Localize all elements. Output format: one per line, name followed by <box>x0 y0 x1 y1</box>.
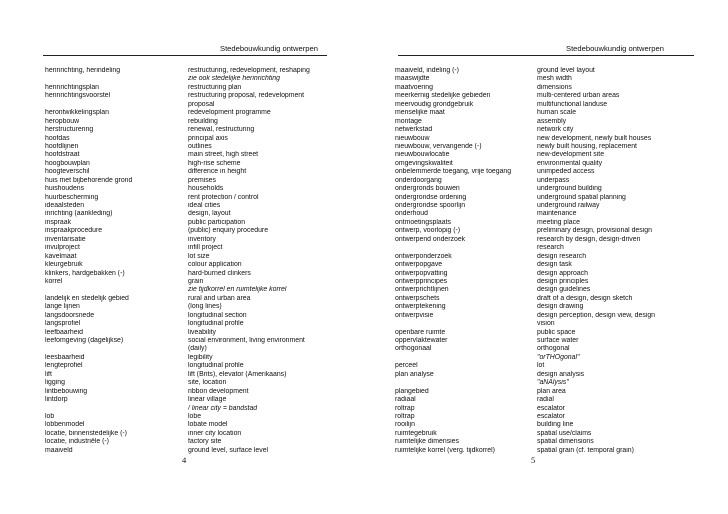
glossary-row <box>395 295 695 303</box>
english-term: (long lines) <box>188 303 222 311</box>
english-term: longitudinal profile <box>188 320 244 328</box>
dutch-term: ontwerpschets <box>395 294 440 302</box>
english-term: lot <box>537 362 545 370</box>
glossary-row <box>395 143 695 151</box>
english-term: ribbon development <box>188 387 249 395</box>
english-term: ideal cities <box>188 202 221 209</box>
glossary-row <box>395 421 695 429</box>
dutch-term: onbelemmerde toegang, vrije toegang <box>395 168 512 176</box>
english-term: linear village <box>188 396 227 404</box>
dutch-term: nieuwbouwlocatie <box>395 151 450 159</box>
glossary-row <box>45 168 335 176</box>
dutch-term: hoogbouwplan <box>45 159 90 167</box>
glossary-row <box>395 135 695 143</box>
english-term: premises <box>188 176 216 184</box>
glossary-row <box>45 185 335 193</box>
dutch-term: inspraak <box>45 218 72 226</box>
dutch-term: herinrichtingsvoorstel <box>45 92 111 100</box>
dutch-term <box>395 354 537 362</box>
dutch-term <box>45 345 188 353</box>
dutch-term: klinkers, hardgebakken (-) <box>45 269 125 277</box>
english-term: public participation <box>188 218 246 226</box>
dutch-term: radiaal <box>395 396 416 404</box>
english-term: principal axis <box>188 134 228 142</box>
dutch-term: ontwerptekening <box>395 303 446 311</box>
glossary-row <box>395 101 695 109</box>
english-term: dimensions <box>537 83 572 91</box>
english-term: spatial grain (cf. temporal grain) <box>537 446 634 454</box>
dutch-term: omgevingskwaliteit <box>395 159 453 167</box>
glossary-row <box>45 219 335 227</box>
english-term: legibility <box>188 353 213 361</box>
english-term: spatial dimensions <box>537 438 594 446</box>
english-term: plan area <box>537 387 566 395</box>
dutch-term: meervoudig grondgebruik <box>395 100 474 108</box>
glossary-row <box>395 379 695 387</box>
glossary-row <box>45 202 335 210</box>
english-term: "aNAlysis" <box>537 379 569 387</box>
glossary-row <box>395 210 695 218</box>
dutch-term: maaiveld <box>45 446 73 454</box>
dutch-term: roltrap <box>395 404 415 412</box>
glossary-row <box>45 379 335 387</box>
dutch-term <box>45 101 188 109</box>
english-term: research <box>537 244 564 252</box>
dutch-term: nieuwbouw, vervangende (-) <box>395 142 482 150</box>
glossary-row <box>395 413 695 421</box>
dutch-term: menselijke maat <box>395 109 445 117</box>
left-page-number: 4 <box>182 455 187 465</box>
glossary-row <box>45 329 335 337</box>
dutch-term <box>45 286 188 294</box>
dutch-term: ruimtegebruik <box>395 429 437 437</box>
glossary-row <box>395 286 695 294</box>
glossary-row <box>395 67 695 75</box>
glossary-row <box>45 126 335 134</box>
glossary-row <box>45 253 335 261</box>
glossary-row <box>395 312 695 320</box>
glossary-row <box>45 286 335 294</box>
english-term: restructuring plan <box>188 83 242 91</box>
english-term: social environment, living environment <box>188 337 305 344</box>
english-term: restructuring, redevelopment, reshaping <box>188 67 310 74</box>
dutch-term: hoofdlijnen <box>45 142 79 150</box>
english-term: design guidelines <box>537 286 591 294</box>
english-term: design drawing <box>537 303 584 311</box>
dutch-term: invulproject <box>45 244 80 252</box>
glossary-row <box>395 253 695 261</box>
dutch-term: herinrichting, herindeling <box>45 67 121 74</box>
glossary-row <box>395 236 695 244</box>
english-term: unimpeded access <box>537 168 595 176</box>
glossary-row <box>395 160 695 168</box>
right-glossary-list <box>395 67 695 455</box>
glossary-row <box>395 202 695 210</box>
glossary-row <box>45 194 335 202</box>
english-term: meeting place <box>537 218 580 226</box>
english-term: inventory <box>188 235 216 243</box>
english-term: spatial use/claims <box>537 429 592 437</box>
glossary-row <box>395 430 695 438</box>
english-term: rural and urban area <box>188 294 251 302</box>
english-term: maintenance <box>537 210 577 218</box>
glossary-row <box>395 354 695 362</box>
dutch-term: ontmoetingsplaats <box>395 218 451 226</box>
glossary-row <box>45 101 335 109</box>
dutch-term <box>45 405 188 413</box>
glossary-row <box>45 67 335 75</box>
glossary-row <box>45 421 335 429</box>
english-term: design perception, design view, design <box>537 311 655 319</box>
glossary-row <box>45 337 335 345</box>
english-term: design task <box>537 261 572 269</box>
glossary-row <box>395 405 695 413</box>
english-term: design approach <box>537 269 588 277</box>
english-term: households <box>188 185 224 193</box>
english-term: newly built housing, replacement <box>537 142 637 150</box>
glossary-row <box>45 405 335 413</box>
dutch-term: lift <box>45 370 52 378</box>
dutch-term: herinrichtingsplan <box>45 83 100 91</box>
left-glossary-list <box>45 67 335 455</box>
dutch-term: kleurgebruik <box>45 261 83 269</box>
left-page-header: Stedebouwkundig ontwerpen <box>220 44 318 53</box>
dutch-term: locatie, binnenstedelijke (-) <box>45 429 127 437</box>
dutch-term: openbare ruimte <box>395 328 446 336</box>
dutch-term: maaswijdte <box>395 75 430 83</box>
glossary-row <box>395 337 695 345</box>
dutch-term: lange lijnen <box>45 303 80 311</box>
dutch-term: ondergrondse ordening <box>395 193 467 201</box>
glossary-row <box>395 303 695 311</box>
right-header-rule <box>398 55 694 56</box>
english-term: new development, newly built houses <box>537 134 652 142</box>
glossary-row <box>45 227 335 235</box>
dutch-term: onderdoorgang <box>395 176 442 184</box>
english-term: high-rise scheme <box>188 159 241 167</box>
glossary-row <box>45 210 335 218</box>
dutch-term: lintbebouwing <box>45 387 88 395</box>
english-term: research by design, design-driven <box>537 235 641 243</box>
dutch-term: plan analyse <box>395 370 434 378</box>
english-term: human scale <box>537 109 577 117</box>
glossary-row <box>45 447 335 455</box>
english-term: escalator <box>537 404 565 412</box>
glossary-row <box>45 270 335 278</box>
dutch-term: rooilijn <box>395 421 415 429</box>
english-term: (public) enquiry procedure <box>188 227 269 235</box>
dutch-term: maaiveld, indeling (-) <box>395 67 459 74</box>
english-term: preliminary design, provisional design <box>537 227 652 235</box>
english-term: assembly <box>537 117 567 125</box>
english-term: orthogonal <box>537 345 570 353</box>
glossary-row <box>45 430 335 438</box>
english-term: underpass <box>537 176 570 184</box>
glossary-row <box>395 75 695 83</box>
glossary-row <box>45 261 335 269</box>
dutch-term: heropbouw <box>45 117 80 125</box>
glossary-row <box>395 126 695 134</box>
english-term: longitudinal profile <box>188 362 244 370</box>
glossary-row <box>395 194 695 202</box>
english-term: factory site <box>188 438 222 446</box>
dutch-term: nieuwbouw <box>395 134 430 142</box>
english-term: restructuring proposal, redevelopment <box>188 92 305 100</box>
glossary-row <box>395 329 695 337</box>
dutch-term: kavelmaat <box>45 252 77 260</box>
dutch-term: meerkernig stedelijke gebieden <box>395 92 491 100</box>
dutch-term: huis met bijbehorende grond <box>45 176 133 184</box>
right-page-header: Stedebouwkundig ontwerpen <box>566 44 664 53</box>
english-term: infill project <box>188 244 223 252</box>
dutch-term: huishoudens <box>45 185 85 193</box>
glossary-row <box>45 151 335 159</box>
glossary-row <box>395 388 695 396</box>
dutch-term: hoofdas <box>45 134 70 142</box>
english-term: lot size <box>188 252 210 260</box>
english-term: building line <box>537 421 574 429</box>
english-term: vision <box>537 320 555 328</box>
dutch-term: ontwerpprincipes <box>395 277 448 285</box>
english-term: difference in height <box>188 168 247 176</box>
glossary-row <box>395 92 695 100</box>
english-term: redevelopment programme <box>188 109 271 117</box>
english-term: zie tijdkorrel en ruimtelijke korrel <box>188 286 287 294</box>
dutch-term: ontwerpopgave <box>395 261 443 269</box>
right-page-number: 5 <box>531 455 536 465</box>
glossary-row <box>45 177 335 185</box>
english-term: longitudinal section <box>188 311 247 319</box>
dutch-term: hoogteverschil <box>45 168 90 176</box>
english-term: (daily) <box>188 345 207 353</box>
glossary-row <box>45 396 335 404</box>
left-header-rule <box>43 55 327 56</box>
glossary-row <box>395 438 695 446</box>
glossary-row <box>395 84 695 92</box>
dutch-term: roltrap <box>395 412 415 420</box>
dutch-term: maatvoering <box>395 83 433 91</box>
english-term: mesh width <box>537 75 572 83</box>
glossary-row <box>395 118 695 126</box>
glossary-row <box>45 320 335 328</box>
glossary-row <box>45 295 335 303</box>
glossary-row <box>395 177 695 185</box>
dutch-term: ontwerprichtlijnen <box>395 286 449 294</box>
glossary-row <box>45 92 335 100</box>
dutch-term: ontwerpvisie <box>395 311 434 319</box>
dutch-term: lintdorp <box>45 396 68 404</box>
english-term: ground level layout <box>537 67 595 74</box>
english-term: environmental quality <box>537 159 603 167</box>
english-term: ground level, surface level <box>188 446 269 454</box>
english-term: rebuilding <box>188 117 218 125</box>
english-term: radial <box>537 396 554 404</box>
english-term: underground building <box>537 185 602 193</box>
glossary-row <box>395 185 695 193</box>
dutch-term: hoofdstraat <box>45 151 80 159</box>
glossary-row <box>45 236 335 244</box>
english-term: hard-burned clinkers <box>188 269 251 277</box>
dutch-term: langsprofiel <box>45 320 81 328</box>
english-term: underground railway <box>537 202 600 209</box>
english-term: outlines <box>188 142 212 150</box>
glossary-row <box>45 84 335 92</box>
english-term: design principles <box>537 277 589 285</box>
glossary-row <box>45 244 335 252</box>
glossary-row <box>45 75 335 83</box>
dutch-term: korrel <box>45 277 63 285</box>
english-term: escalator <box>537 412 565 420</box>
dutch-term: plangebied <box>395 387 429 395</box>
glossary-row <box>395 219 695 227</box>
glossary-row <box>395 362 695 370</box>
english-term: zie ook stedelijke herinrichting <box>188 75 280 83</box>
dutch-term: onderhoud <box>395 210 428 218</box>
english-term: underground spatial planning <box>537 193 626 201</box>
glossary-row <box>395 278 695 286</box>
english-term: "orTHOgonal" <box>537 353 580 361</box>
dutch-term: huurbescherming <box>45 193 99 201</box>
english-term: lobe <box>188 412 202 420</box>
glossary-row <box>45 303 335 311</box>
dutch-term: ondergronds bouwen <box>395 185 460 193</box>
glossary-row <box>395 109 695 117</box>
english-term: surface water <box>537 337 579 344</box>
glossary-row <box>45 278 335 286</box>
dutch-term: inspraakprocedure <box>45 227 103 235</box>
english-term: colour application <box>188 261 242 269</box>
dutch-term: herontwikkelingsplan <box>45 109 109 117</box>
dutch-term: herstructurering <box>45 126 94 134</box>
english-term: network city <box>537 126 574 134</box>
dutch-term: inventarisatie <box>45 235 86 243</box>
glossary-row <box>45 388 335 396</box>
english-term: design research <box>537 252 587 260</box>
dutch-term: leesbaarheid <box>45 353 85 361</box>
english-term: / linear city = bandstad <box>188 404 258 412</box>
english-term: public space <box>537 328 576 336</box>
glossary-row <box>395 371 695 379</box>
glossary-row <box>395 168 695 176</box>
dutch-term: ligging <box>45 379 65 387</box>
glossary-row <box>395 244 695 252</box>
glossary-row <box>45 118 335 126</box>
glossary-row <box>395 396 695 404</box>
dutch-term: perceel <box>395 362 418 370</box>
dutch-term: leefomgeving (dagelijkse) <box>45 337 124 344</box>
english-term: grain <box>188 277 204 285</box>
english-term: draft of a design, design sketch <box>537 294 633 302</box>
dutch-term: lob <box>45 412 55 420</box>
glossary-row <box>45 160 335 168</box>
dutch-term <box>395 379 537 387</box>
dutch-term: langsdoorsnede <box>45 311 95 319</box>
glossary-row <box>395 320 695 328</box>
dutch-term: ruimtelijke korrel (verg. tijdkorrel) <box>395 446 495 454</box>
glossary-row <box>45 371 335 379</box>
glossary-row <box>395 270 695 278</box>
dutch-term: ontwerpopvatting <box>395 269 448 277</box>
glossary-row <box>395 447 695 455</box>
glossary-row <box>395 151 695 159</box>
english-term: multi-centered urban areas <box>537 92 620 100</box>
english-term: site, location <box>188 379 227 387</box>
dutch-term: ontwerp, voorlopig (-) <box>395 227 461 235</box>
english-term: proposal <box>188 100 215 108</box>
dutch-term: ontwerpend onderzoek <box>395 235 466 243</box>
dutch-term: ontwerponderzoek <box>395 252 452 260</box>
glossary-row <box>395 227 695 235</box>
dutch-term: leefbaarheid <box>45 328 83 336</box>
dutch-term: montage <box>395 117 422 125</box>
dutch-term: landelijk en stedelijk gebied <box>45 294 129 302</box>
dutch-term: oppervlaktewater <box>395 337 448 344</box>
glossary-row <box>45 438 335 446</box>
english-term: inner city location <box>188 429 242 437</box>
dutch-term <box>395 320 537 328</box>
glossary-row <box>45 354 335 362</box>
english-term: rent protection / control <box>188 193 259 201</box>
dutch-term: lengteprofiel <box>45 362 83 370</box>
glossary-row <box>45 109 335 117</box>
glossary-row <box>45 143 335 151</box>
dutch-term: ruimtelijke dimensies <box>395 438 459 446</box>
glossary-row <box>45 362 335 370</box>
dutch-term: ondergrondse spoorlijn <box>395 202 466 209</box>
glossary-row <box>395 345 695 353</box>
glossary-row <box>45 135 335 143</box>
right-page <box>364 0 728 514</box>
english-term: design, layout <box>188 210 231 218</box>
english-term: renewal, restructuring <box>188 126 255 134</box>
english-term: multifunctional landuse <box>537 100 608 108</box>
dutch-term <box>395 244 537 252</box>
english-term: main street, high street <box>188 151 259 159</box>
english-term: design analysis <box>537 370 585 378</box>
english-term: lift (Brits), elevator (Amerikaans) <box>188 370 287 378</box>
glossary-row <box>395 261 695 269</box>
dutch-term: ideaalsteden <box>45 202 85 209</box>
english-term: lobate model <box>188 421 228 429</box>
glossary-row <box>45 345 335 353</box>
english-term: new-development site <box>537 151 605 159</box>
english-term: liveability <box>188 328 216 336</box>
dutch-term: inrichting (aankleding) <box>45 210 113 218</box>
dutch-term: netwerkstad <box>395 126 433 134</box>
dutch-term <box>45 75 188 83</box>
dutch-term: orthogonaal <box>395 345 432 353</box>
dutch-term: lobbenmodel <box>45 421 85 429</box>
glossary-row <box>45 312 335 320</box>
glossary-row <box>45 413 335 421</box>
dutch-term: locatie, industriële (-) <box>45 438 109 446</box>
